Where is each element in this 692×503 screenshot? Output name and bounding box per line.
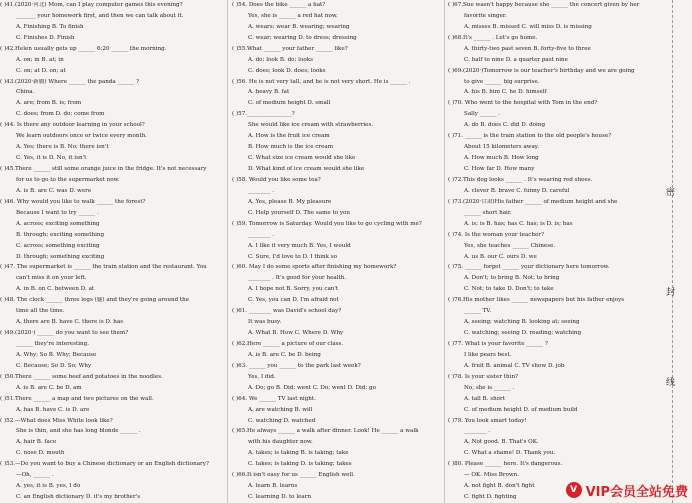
question-line: ( )62.Here ______ a picture of our class. xyxy=(232,340,344,347)
question-line: ( )54. Does the bike ______ a hat? xyxy=(232,2,326,8)
answer-line: A. takes; is taking B. is taking; take xyxy=(248,450,349,457)
answer-line: A. thirty-two past seven B. forty-five to three xyxy=(464,45,591,52)
question-line: ( )77. What is your favorite ______ ? xyxy=(448,340,548,347)
question-line: ( )52.—What does Miss White look like? xyxy=(0,417,113,424)
answer-line: A. Not good. B. That's OK. xyxy=(464,439,539,446)
answer-line: C. How far D. How many xyxy=(464,166,535,173)
question-line: ( )68.It's ______ . Let's go home. xyxy=(448,34,538,41)
question-line: ( )56. He is not very tall, and he is not very short. He is ______ . xyxy=(232,78,411,85)
answer-line: I like pears best. xyxy=(464,351,512,358)
answer-line: favorite singer. xyxy=(464,12,507,19)
answer-line: C. of medium height D. of medium build xyxy=(464,406,578,413)
answer-line: A. is; is B. has; has C. has; is D. is; has xyxy=(464,220,573,227)
answer-line: A. learn B. learns xyxy=(248,483,298,490)
question-line: ( )57.________________? xyxy=(232,111,295,118)
answer-line: C. nose D. mouth xyxy=(16,450,65,457)
question-line: ( )80. Please ______ here. It's dangerous. xyxy=(448,461,563,468)
answer-line: D. through; something exciting xyxy=(16,253,105,260)
answer-line: China. xyxy=(16,89,35,96)
answer-line: C. half to nine D. a quarter past nine xyxy=(464,56,568,63)
answer-line: A. Finishing B. To finish xyxy=(16,23,84,30)
question-line: ( )41.(2020·河北) Mom, can I play computer games this evening? xyxy=(0,2,183,8)
question-line: ( )67.Sue wasn't happy because she ______ the concert given by her xyxy=(448,2,640,8)
answer-line: C. across; something exciting xyxy=(16,242,100,249)
answer-line: time all the time. xyxy=(16,308,65,315)
margin-mark-seal: 密 xyxy=(666,188,676,198)
answer-line: A. are; from B. is; from xyxy=(16,100,82,107)
answer-line: C. Sure, I'd love to D. I think so xyxy=(248,253,337,260)
answer-line: ______ TV. xyxy=(464,308,492,315)
question-line: ( )53.—Do you want to buy a Chinese dictionary or an English dictionary? xyxy=(0,461,209,468)
answer-line: ______ short hair. xyxy=(464,209,512,216)
question-line: ( )60. May I do some sports after finishing my homework? xyxy=(232,264,397,271)
answer-line: with his daughter now. xyxy=(248,439,313,446)
answer-line: A. hair B. face xyxy=(16,439,57,446)
margin-mark-seal-2: 封 xyxy=(666,288,676,298)
answer-line: ______ they're interesting. xyxy=(16,340,89,347)
answer-line: C. Finishes D. Finish xyxy=(16,34,75,41)
question-line: ( )79. You look smart today! xyxy=(448,417,527,424)
answer-line: A. Don't; to bring B. Not; to bring xyxy=(464,275,560,282)
column-divider xyxy=(227,0,228,503)
column-1 xyxy=(0,0,222,503)
answer-line: C. Not; to take D. Don't; to take xyxy=(464,286,554,293)
answer-line: A. I like it very much B. Yes, I would xyxy=(248,242,351,249)
answer-line: We learn outdoors once or twice every month. xyxy=(16,133,148,140)
question-line: ( )46. Why would you like to walk ______ the forest? xyxy=(0,198,146,205)
binding-margin xyxy=(650,0,692,503)
answer-line: A. not fight B. don't fight xyxy=(464,483,535,490)
answer-line: A. yes, it is B. yes, I do xyxy=(16,483,81,490)
column-divider xyxy=(444,0,445,503)
cut-line xyxy=(672,0,673,503)
question-line: ( )69.(2020·)Tomorrow is our teacher's birthday and we are going xyxy=(448,67,635,74)
answer-line: A. Why; So B. Why; Because xyxy=(16,351,97,358)
answer-line: D. What kind of ice cream would she like xyxy=(248,166,365,173)
answer-line: A. across; exciting something xyxy=(16,220,100,227)
answer-line: ________ . It's good for your health. xyxy=(248,275,347,282)
answer-line: can't miss it on your left. xyxy=(16,275,87,282)
question-line: ( )78. Is your sister thin? xyxy=(448,373,519,380)
answer-line: A. misses B. missed C. will miss D. is missing xyxy=(464,23,592,30)
question-line: ( )61. ________ was David's school day? xyxy=(232,308,342,315)
answer-line: A. tall B. short xyxy=(464,395,505,402)
answer-line: C. Yes, it is D. No, it isn't xyxy=(16,155,87,162)
answer-line: About 15 kilometers away. xyxy=(464,144,539,151)
answer-line: B. How much is the ice cream xyxy=(248,144,334,151)
watermark-text: VIP会员全站免费 xyxy=(585,484,688,500)
question-line: ( )58. Would you like some tea? xyxy=(232,176,321,183)
answer-line: A. there are B. have C. there is D. has xyxy=(16,319,124,326)
answer-line: to give ______ big surprise. xyxy=(464,78,540,85)
vip-watermark[interactable] xyxy=(566,481,688,499)
question-line: ( )55.What ______ your father ______ like? xyxy=(232,45,348,52)
answer-line: A. heavy B. fat xyxy=(248,89,290,96)
answer-line: A. I hope not B. Sorry, you can't xyxy=(248,286,339,293)
answer-line: C. takes; is taking D. is taking; takes xyxy=(248,461,352,468)
answer-line: A. wears; wear B. wearing; wearing xyxy=(248,23,350,30)
answer-line: A. us B. our C. ours D. we xyxy=(464,253,537,260)
answer-line: —Oh, ______ . xyxy=(16,472,54,479)
answer-line: A. on; in B. at; in xyxy=(16,56,64,63)
answer-line: A. has B. have C. is D. are xyxy=(16,406,90,413)
answer-line: A. How is the fruit ice cream xyxy=(248,133,330,140)
question-line: ( )71. ______ is the train station to the old people's house? xyxy=(448,133,612,140)
vip-logo-icon: V xyxy=(566,482,582,498)
answer-line: C. an English dictionary D. it's my brother's xyxy=(16,494,141,501)
answer-line: A. is B. are C. be D. being xyxy=(248,351,321,358)
answer-line: A. is B. are C. be D. am xyxy=(16,384,82,391)
answer-line: It was busy. xyxy=(248,319,282,326)
question-line: ( )65.He always ______ a walk after dinner. Look! He ______ a walk xyxy=(232,428,419,435)
answer-line: She would like ice cream with strawberries. xyxy=(248,122,374,129)
answer-line: A. What B. How C. Where D. Why xyxy=(248,330,344,337)
answer-line: C. of medium height D. small xyxy=(248,100,331,107)
answer-line: C. wear; wearing D. to dress; dressing xyxy=(248,34,357,41)
answer-line: C. What size ice cream would she like xyxy=(248,155,356,162)
answer-line: Yes, I did. xyxy=(248,373,276,380)
question-line: ( )45.There ______ still some orange juice in the fridge. It's not necessary xyxy=(0,166,207,173)
answer-line: Yes, she is ______ a red hat now. xyxy=(248,12,338,19)
answer-line: Yes, she teaches ______ Chinese. xyxy=(464,242,556,249)
answer-line: ________ . xyxy=(248,187,274,194)
answer-line: A. fruit B. animal C. TV show D. job xyxy=(464,362,565,369)
answer-line: C. learning D. to learn xyxy=(248,494,312,501)
answer-line: Sally ______ . xyxy=(464,111,501,118)
answer-line: C. on; at D. on; at xyxy=(16,67,66,74)
question-line: ( )44. Is there any outdoor learning in your school? xyxy=(0,122,145,129)
answer-line: for us to go to the supermarket now. xyxy=(16,176,120,183)
question-line: ( )75. ______ forget ______ your dictionary here tomorrow. xyxy=(448,264,610,271)
question-line: ( )66.It isn't easy for us ______ English well. xyxy=(232,472,355,479)
answer-line: A. How much B. How long xyxy=(464,155,539,162)
answer-line: ________ . xyxy=(464,428,490,435)
question-line: ( )73.(2020·甘肃)His father ______ of medium height and she xyxy=(448,198,618,205)
answer-line: C. Help yourself D. The same to you xyxy=(248,209,350,216)
question-line: ( )48. The clock ______ three legs (腿) and they're going around the xyxy=(0,297,190,304)
answer-line: No, she is ______ . xyxy=(464,384,515,391)
answer-line: A. Do; go B. Did; went C. Do; went D. Did; go xyxy=(248,384,376,391)
answer-line: ________ . xyxy=(248,231,274,238)
answer-line: A. do B. does C. did D. doing xyxy=(464,122,546,129)
answer-line: C. What a shame! D. Thank you. xyxy=(464,450,556,457)
answer-line: C. watching D. watched xyxy=(248,417,316,424)
answer-line: C. watching; seeing D. reading; watching xyxy=(464,330,582,337)
question-line: ( )42.Helen usually gets up ______ 6:20 ______ the morning. xyxy=(0,45,167,52)
answer-line: She is thin, and she has long blonde ______ . xyxy=(16,428,141,435)
question-line: ( )63. ______ you ______ to the park last week? xyxy=(232,362,361,369)
answer-line: A. Yes; there is B. No; there isn't xyxy=(16,144,109,151)
answer-line: _______ your homework first, and then we can talk about it. xyxy=(16,12,184,19)
answer-line: A. is B. are C. was D. were xyxy=(16,187,92,194)
column-2 xyxy=(232,0,440,503)
answer-line: Because I want to try ______ . xyxy=(16,209,99,216)
question-line: ( )72.This dog looks ______ . It's wearing red shoes. xyxy=(448,176,593,183)
question-line: ( )70. Who went to the hospital with Tom in the end? xyxy=(448,100,598,107)
answer-line: B. through; exciting something xyxy=(16,231,105,238)
question-line: ( )76.His mother likes ______ newspapers but his father enjoys xyxy=(448,297,625,304)
question-line: ( )49.(2020·) ______ do you want to see them? xyxy=(0,330,129,337)
answer-line: C. Because; So D. So; Why xyxy=(16,362,92,369)
margin-mark-line: 线 xyxy=(666,378,676,388)
answer-line: A. his B. him C. he D. himself xyxy=(464,89,547,96)
answer-line: C. fight D. fighting xyxy=(464,494,517,501)
question-line: ( )43.(2020·新疆) Where ______ the panda ______ ? xyxy=(0,78,140,85)
answer-line: A. Yes, please B. My pleasure xyxy=(248,198,332,205)
answer-line: C. does; look D. does; looks xyxy=(248,67,326,74)
question-line: ( )59. Tomorrow is Saturday. Would you like to go cycling with me? xyxy=(232,220,422,227)
answer-line: A. are watching B. will xyxy=(248,406,313,413)
question-line: ( )51.There ______ a map and two pictures on the wall. xyxy=(0,395,154,402)
answer-line: A. do; look B. do; looks xyxy=(248,56,313,63)
question-line: ( )50.There ______ some beef and potatoes in the noodles. xyxy=(0,373,163,380)
answer-line: A. in B. on C. between D. at xyxy=(16,286,95,293)
answer-line: C. does; from D. do; come from xyxy=(16,111,105,118)
question-line: ( )74. Is the woman your teacher? xyxy=(448,231,544,238)
answer-line: C. Yes, you can D. I'm afraid not xyxy=(248,297,339,304)
question-line: ( )64. We ______ TV last night. xyxy=(232,395,316,402)
answer-line: A. seeing; watching B. looking at; seeing xyxy=(464,319,580,326)
question-line: ( )47. The supermarket is ______ the train station and the restaurant. You xyxy=(0,264,207,271)
answer-line: A. clever B. brave C. funny D. careful xyxy=(464,187,570,194)
column-3 xyxy=(448,0,644,503)
answer-line: — OK. Miss Brown. xyxy=(464,472,520,479)
